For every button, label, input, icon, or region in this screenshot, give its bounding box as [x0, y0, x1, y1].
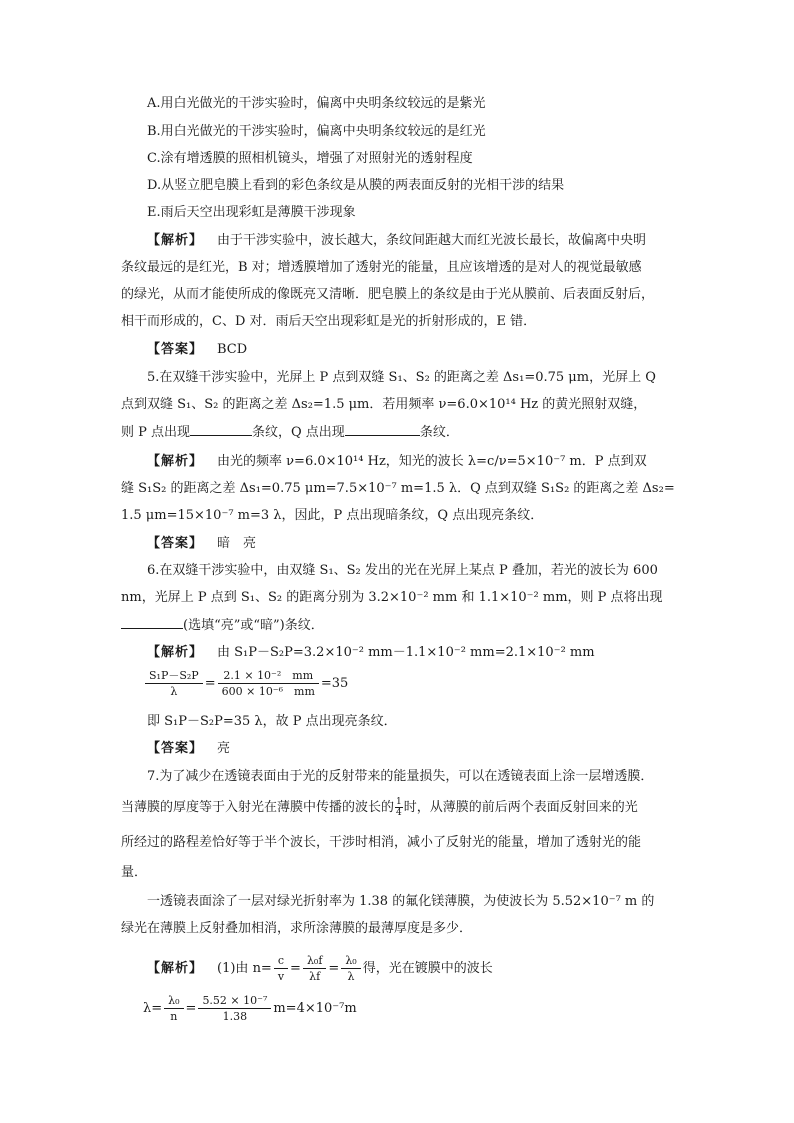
q5-analysis-line2: 缝 S₁S₂ 的距离之差 Δs₁=0.75 μm=7.5×10⁻⁷ m=1.5 λ．Q 点到双缝 S₁S₂ 的距离之差 Δs₂=	[121, 481, 675, 496]
q4-answer: 【答案】 BCD	[147, 342, 248, 357]
fraction: $\frac{1}{4}$	[396, 797, 402, 818]
analysis-label: 【解析】	[147, 233, 204, 248]
option-e: E.雨后天空出现彩虹是薄膜干涉现象	[147, 205, 356, 220]
q5-answer: 【答案】 暗 亮	[147, 536, 257, 551]
fraction: $\frac{\text{λ₀}}{n}$	[164, 993, 183, 1024]
q7-line5: 一透镜表面涂了一层对绿光折射率为 1.38 的氟化镁薄膜，为使波长为 5.52×10⁻⁷ m 的	[147, 894, 655, 909]
q4-analysis-line1: 【解析】 由于干涉实验中，波长越大，条纹间距越大而红光波长最长，故偏离中央明	[147, 233, 647, 248]
analysis-label: 【解析】	[147, 961, 204, 976]
answer-label: 【答案】	[147, 536, 204, 551]
analysis-label: 【解析】	[147, 645, 204, 660]
q6-line3: (选填“亮”或“暗”)条纹．	[121, 615, 324, 636]
q7-line3: 所经过的路程差恰好等于半个波长，干涉时相消，减小了反射光的能量，增加了透射光的能	[121, 835, 642, 850]
q5-analysis-line3: 1.5 μm=15×10⁻⁷ m=3 λ，因此，P 点出现暗条纹，Q 点出现亮条纹．	[121, 508, 544, 523]
q5-line3: 则 P 点出现 条纹，Q 点出现 条纹．	[121, 422, 459, 443]
q6-analysis-line1: 【解析】 由 S₁P－S₂P=3.2×10⁻² mm－1.1×10⁻² mm=2.1×10⁻² mm	[147, 645, 595, 660]
answer-blank[interactable]	[190, 422, 252, 436]
q4-analysis-line4: 相干而形成的，C、D 对．雨后天空出现彩虹是光的折射形成的，E 错．	[121, 314, 537, 329]
q7-wavelength-equation: λ= $\frac{\text{λ₀}}{n}$ = $\frac{\text{5.52 × 10⁻⁷}}{1.38}$ m=4×10⁻⁷m	[143, 994, 357, 1023]
fraction: $\frac{\text{2.1 × 10⁻² mm}}{\text{600 × 10⁻⁶ mm}}$	[218, 668, 319, 699]
q4-analysis-line3: 的绿光，从而才能使所成的像既亮又清晰．肥皂膜上的条纹是由于光从膜前、后表面反射后，	[121, 287, 655, 302]
option-d: D.从竖立肥皂膜上看到的彩色条纹是从膜的两表面反射的光相干涉的结果	[147, 178, 565, 193]
answer-blank[interactable]	[121, 615, 183, 629]
q5-line1: 5.在双缝干涉实验中，光屏上 P 点到双缝 S₁、S₂ 的距离之差 Δs₁=0.75 μm，光屏上 Q	[147, 370, 656, 385]
answer-label: 【答案】	[147, 741, 204, 756]
q6-analysis-line3: 即 S₁P－S₂P=35 λ，故 P 点出现亮条纹．	[147, 714, 397, 729]
q7-line1: 7.为了减少在透镜表面由于光的反射带来的能量损失，可以在透镜表面上涂一层增透膜．	[147, 769, 654, 784]
q5-line2: 点到双缝 S₁、S₂ 的距离之差 Δs₂=1.5 μm．若用频率 ν=6.0×10¹⁴ Hz 的黄光照射双缝，	[121, 397, 647, 412]
q7-analysis-line1: 【解析】 (1)由 n= $\frac{c}{v}$ = $\frac{\text{λ₀f}}{\lambda f}$ = $\frac{\text{λ₀}}{\lambda}$ 得，光在镀膜中的波长	[147, 954, 493, 983]
option-a: A.用白光做光的干涉实验时，偏离中央明条纹较远的是紫光	[147, 96, 486, 111]
q6-line2: nm，光屏上 P 点到 S₁、S₂ 的距离分别为 3.2×10⁻² mm 和 1.1×10⁻² mm，则 P 点将出现	[121, 590, 663, 605]
q7-line2: 当薄膜的厚度等于入射光在薄膜中传播的波长的 $\frac{1}{4}$ 时，从薄膜的前后两个表面反射回来的光	[121, 797, 638, 818]
q5-analysis-line1: 【解析】 由光的频率 ν=6.0×10¹⁴ Hz，知光的波长 λ=c/ν=5×10⁻⁷ m．P 点到双	[147, 454, 647, 469]
option-c: C.涂有增透膜的照相机镜头，增强了对照射光的透射程度	[147, 151, 473, 166]
fraction: $\frac{c}{v}$	[274, 953, 288, 984]
fraction: $\frac{\text{λ₀f}}{\lambda f}$	[303, 953, 326, 984]
q4-analysis-line2: 条纹最远的是红光，B 对；增透膜增加了透射光的能量，且应该增透的是对人的视觉最敏感	[121, 260, 642, 275]
answer-label: 【答案】	[147, 342, 204, 357]
q6-fraction-equation: $\frac{\text{S₁P－S₂P}}{\lambda}$ = $\frac{\text{2.1 × 10⁻² mm}}{\text{600 × 10⁻⁶ mm}}$ =35	[143, 668, 348, 700]
fraction: $\frac{\text{5.52 × 10⁻⁷}}{1.38}$	[198, 993, 271, 1024]
q7-line6: 绿光在薄膜上反射叠加相消，求所涂薄膜的最薄厚度是多少．	[121, 921, 473, 936]
q6-line1: 6.在双缝干涉实验中，由双缝 S₁、S₂ 发出的光在光屏上某点 P 叠加，若光的波长为 600	[147, 563, 658, 578]
q7-line4: 量．	[121, 865, 148, 880]
analysis-label: 【解析】	[147, 454, 204, 469]
fraction: $\frac{\text{λ₀}}{\lambda}$	[341, 953, 360, 984]
answer-blank[interactable]	[345, 422, 420, 436]
fraction: $\frac{\text{S₁P－S₂P}}{\lambda}$	[145, 668, 203, 699]
q6-answer: 【答案】 亮	[147, 741, 231, 756]
option-b: B.用白光做光的干涉实验时，偏离中央明条纹较远的是红光	[147, 124, 486, 139]
